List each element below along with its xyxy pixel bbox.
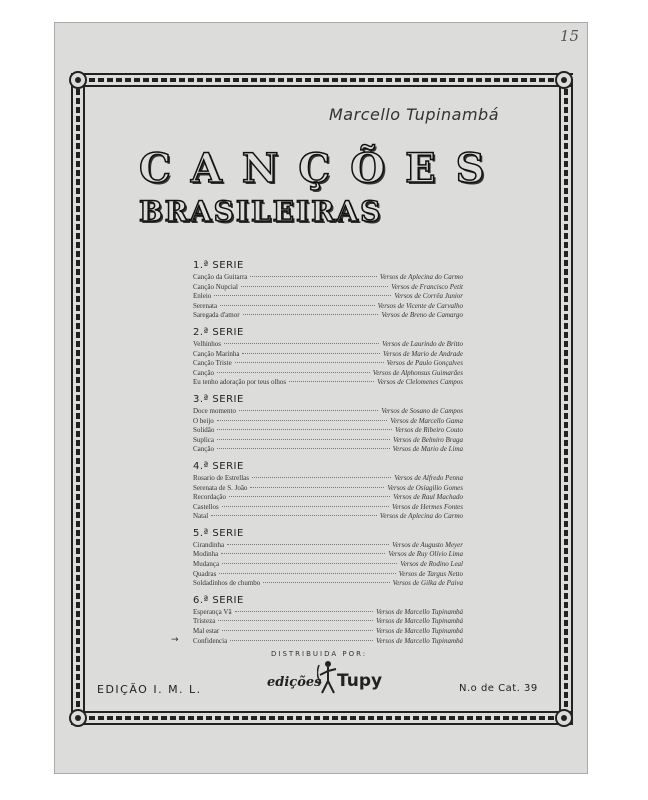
song-title: Soldadinhos de chumbo [193,579,261,588]
song-verses-credit: Versos de Marcello Gama [390,416,463,425]
song-entry [193,273,463,283]
song-verses-credit: Versos de Ribeiro Couto [395,426,463,435]
song-entry [193,359,463,369]
dot-leader [263,582,389,583]
dot-leader [252,477,391,478]
series-heading: 1.ª SERIE [193,260,244,271]
song-entry [193,302,463,312]
series-heading: 5.ª SERIE [193,527,244,539]
page-title-line-1: CANÇÕES [139,145,505,192]
song-entry [193,541,463,551]
frame-corner-ornament-icon [69,71,87,89]
song-verses-credit: Versos de Sosano de Campos [381,406,463,415]
song-verses-credit: Versos de Marcello Tupinambá [375,607,463,616]
dot-leader [221,553,385,554]
song-verses-credit: Versos de Marcello Tupinambá [375,636,463,645]
frame-corner-ornament-icon [555,709,573,727]
song-verses-credit: Versos de Ruy Olívio Lima [388,550,463,559]
song-verses-credit: Versos de Alfredo Penna [394,473,463,482]
song-title: Canção [193,445,214,454]
distributor-logo [267,669,383,699]
song-verses-credit: Versos de Vicente de Carvalho [377,301,463,310]
song-verses-credit: Versos de Alphonsus Guimarães [372,368,463,377]
dot-leader [217,372,370,373]
song-title: Canção Triste [193,359,232,368]
song-verses-credit: Versos de Mario de Lima [392,445,463,454]
dot-leader [227,544,389,545]
song-verses-credit: Versos de Rodino Leal [400,560,463,569]
song-title: Cirandinha [193,540,225,549]
song-title: Enleio [193,292,212,301]
frame-border-bottom [71,711,573,725]
song-title: Esperança Vã [193,607,232,616]
song-title: Doce momento [193,406,236,415]
song-verses-credit: Versos de Raul Machado [393,493,463,502]
song-verses-credit: Versos de Aplecina do Carmo [379,273,463,281]
dot-leader [289,381,374,382]
dot-leader [219,573,395,574]
song-entry [193,311,463,321]
dot-leader [222,506,389,507]
song-entry [193,570,463,580]
edition-label: EDIÇÃO I. M. L. [97,683,202,696]
song-verses-credit: Versos de Corrêa Junior [394,292,463,301]
dot-leader [217,420,388,421]
dot-leader [214,295,391,296]
song-entry [193,407,463,417]
series-heading: 3.ª SERIE [193,393,244,405]
song-verses-credit: Versos de Belmiro Braga [393,435,463,444]
distributor-brand: Tupy [337,671,383,691]
song-verses-credit: Versos de Mario de Andrade [383,349,463,358]
song-verses-credit: Versos de Laurindo de Britto [382,339,463,348]
dot-leader [235,362,384,363]
song-title: Serenata de S. João [193,483,248,492]
dot-leader [217,448,390,449]
song-verses-credit: Versos de Marcello Tupinambá [375,617,463,626]
song-entry [193,426,463,436]
song-title: Rosario de Estrellas [193,473,249,482]
song-entry [193,617,463,627]
song-verses-credit: Versos de Augusto Meyer [392,540,463,549]
series-list [171,260,463,646]
dot-leader [229,496,390,497]
catalog-number: N.o de Cat. 39 [459,683,538,694]
dot-leader [235,611,373,612]
song-entry [193,283,463,293]
song-title: Tristeza [193,617,216,626]
song-entry [193,493,463,503]
song-title: Quadras [193,569,217,578]
song-entry [193,560,463,570]
song-entry [193,417,463,427]
song-title: Natal [193,512,209,521]
song-verses-credit: Versos de Osíagilio Gomes [387,483,463,492]
song-title: Eu tenho adoração por teus olhos [193,378,287,387]
dot-leader [250,276,376,277]
series-heading: 6.ª SERIE [193,594,244,606]
frame-border-right [559,79,573,725]
song-entry [193,503,463,513]
song-entry [193,292,463,302]
series-heading: 2.ª SERIE [193,326,244,338]
song-title: Velhinhos [193,339,221,348]
song-title: Recordação [193,493,227,502]
composer-name: Marcello Tupinambá [329,105,499,124]
page-title-line-2: BRASILEIRAS [139,195,383,228]
dot-leader [218,620,373,621]
dot-leader [222,563,397,564]
song-entry [193,627,463,637]
dot-leader [242,353,380,354]
distributor-label: DISTRIBUIDA POR: [271,650,368,658]
dot-leader [239,410,378,411]
frame-corner-ornament-icon [555,71,573,89]
dot-leader [250,487,384,488]
handwritten-page-number: 15 [559,27,579,45]
song-entry [193,474,463,484]
dot-leader [241,286,388,287]
song-entry [193,550,463,560]
song-title: Confidencia [193,636,228,645]
song-entry [193,512,463,522]
archer-figure-icon [317,659,339,695]
song-verses-credit: Versos de Hermes Fontes [392,502,463,511]
song-entry [171,634,463,647]
song-entry [193,369,463,379]
frame-border-left [71,79,85,725]
song-verses-credit: Versos de Aplecina do Carmo [379,512,463,521]
song-entry [193,579,463,589]
dot-leader [217,439,390,440]
song-title: Mudança [193,560,220,569]
song-title: Solidão [193,426,215,435]
song-title: Canção Nupcial [193,282,238,291]
song-title: Canção Marinha [193,349,240,358]
frame-border-top [71,73,573,87]
dot-leader [230,640,373,641]
song-entry [193,436,463,446]
song-entry [193,445,463,455]
dot-leader [224,343,379,344]
song-verses-credit: Versos de Francisco Petit [391,282,463,291]
song-title: Modinha [193,550,219,559]
song-entry [193,350,463,360]
music-cover-page [54,22,588,774]
song-entry [193,378,463,388]
song-verses-credit: Versos de Targus Netto [398,569,463,578]
song-verses-credit: Versos de Gilka de Paiva [392,579,463,588]
frame-corner-ornament-icon [69,709,87,727]
song-title: Canção da Guitarra [193,273,248,281]
song-title: Castellos [193,502,219,511]
distributor-logo-text: edições [267,675,322,690]
song-entry [193,484,463,494]
song-entry [193,608,463,618]
series-heading: 4.ª SERIE [193,460,244,472]
dot-leader [217,429,392,430]
song-verses-credit: Versos de Paulo Gonçalves [386,359,463,368]
dot-leader [220,305,374,306]
song-title: Saregada d'amor [193,311,240,320]
song-entry [193,340,463,350]
song-verses-credit: Versos de Clelomenes Campos [377,378,463,387]
song-title: Serenata [193,301,218,310]
song-title: Suplica [193,435,214,444]
dot-leader [222,630,373,631]
song-title: Canção [193,368,214,377]
dot-leader [243,314,379,315]
song-verses-credit: Versos de Breno de Camargo [381,311,463,320]
song-title: O beijo [193,416,214,425]
song-verses-credit: Versos de Marcello Tupinambá [375,627,463,636]
dot-leader [211,515,377,516]
arrow-right-icon: → [171,634,179,645]
song-title: Mal estar [193,627,220,636]
